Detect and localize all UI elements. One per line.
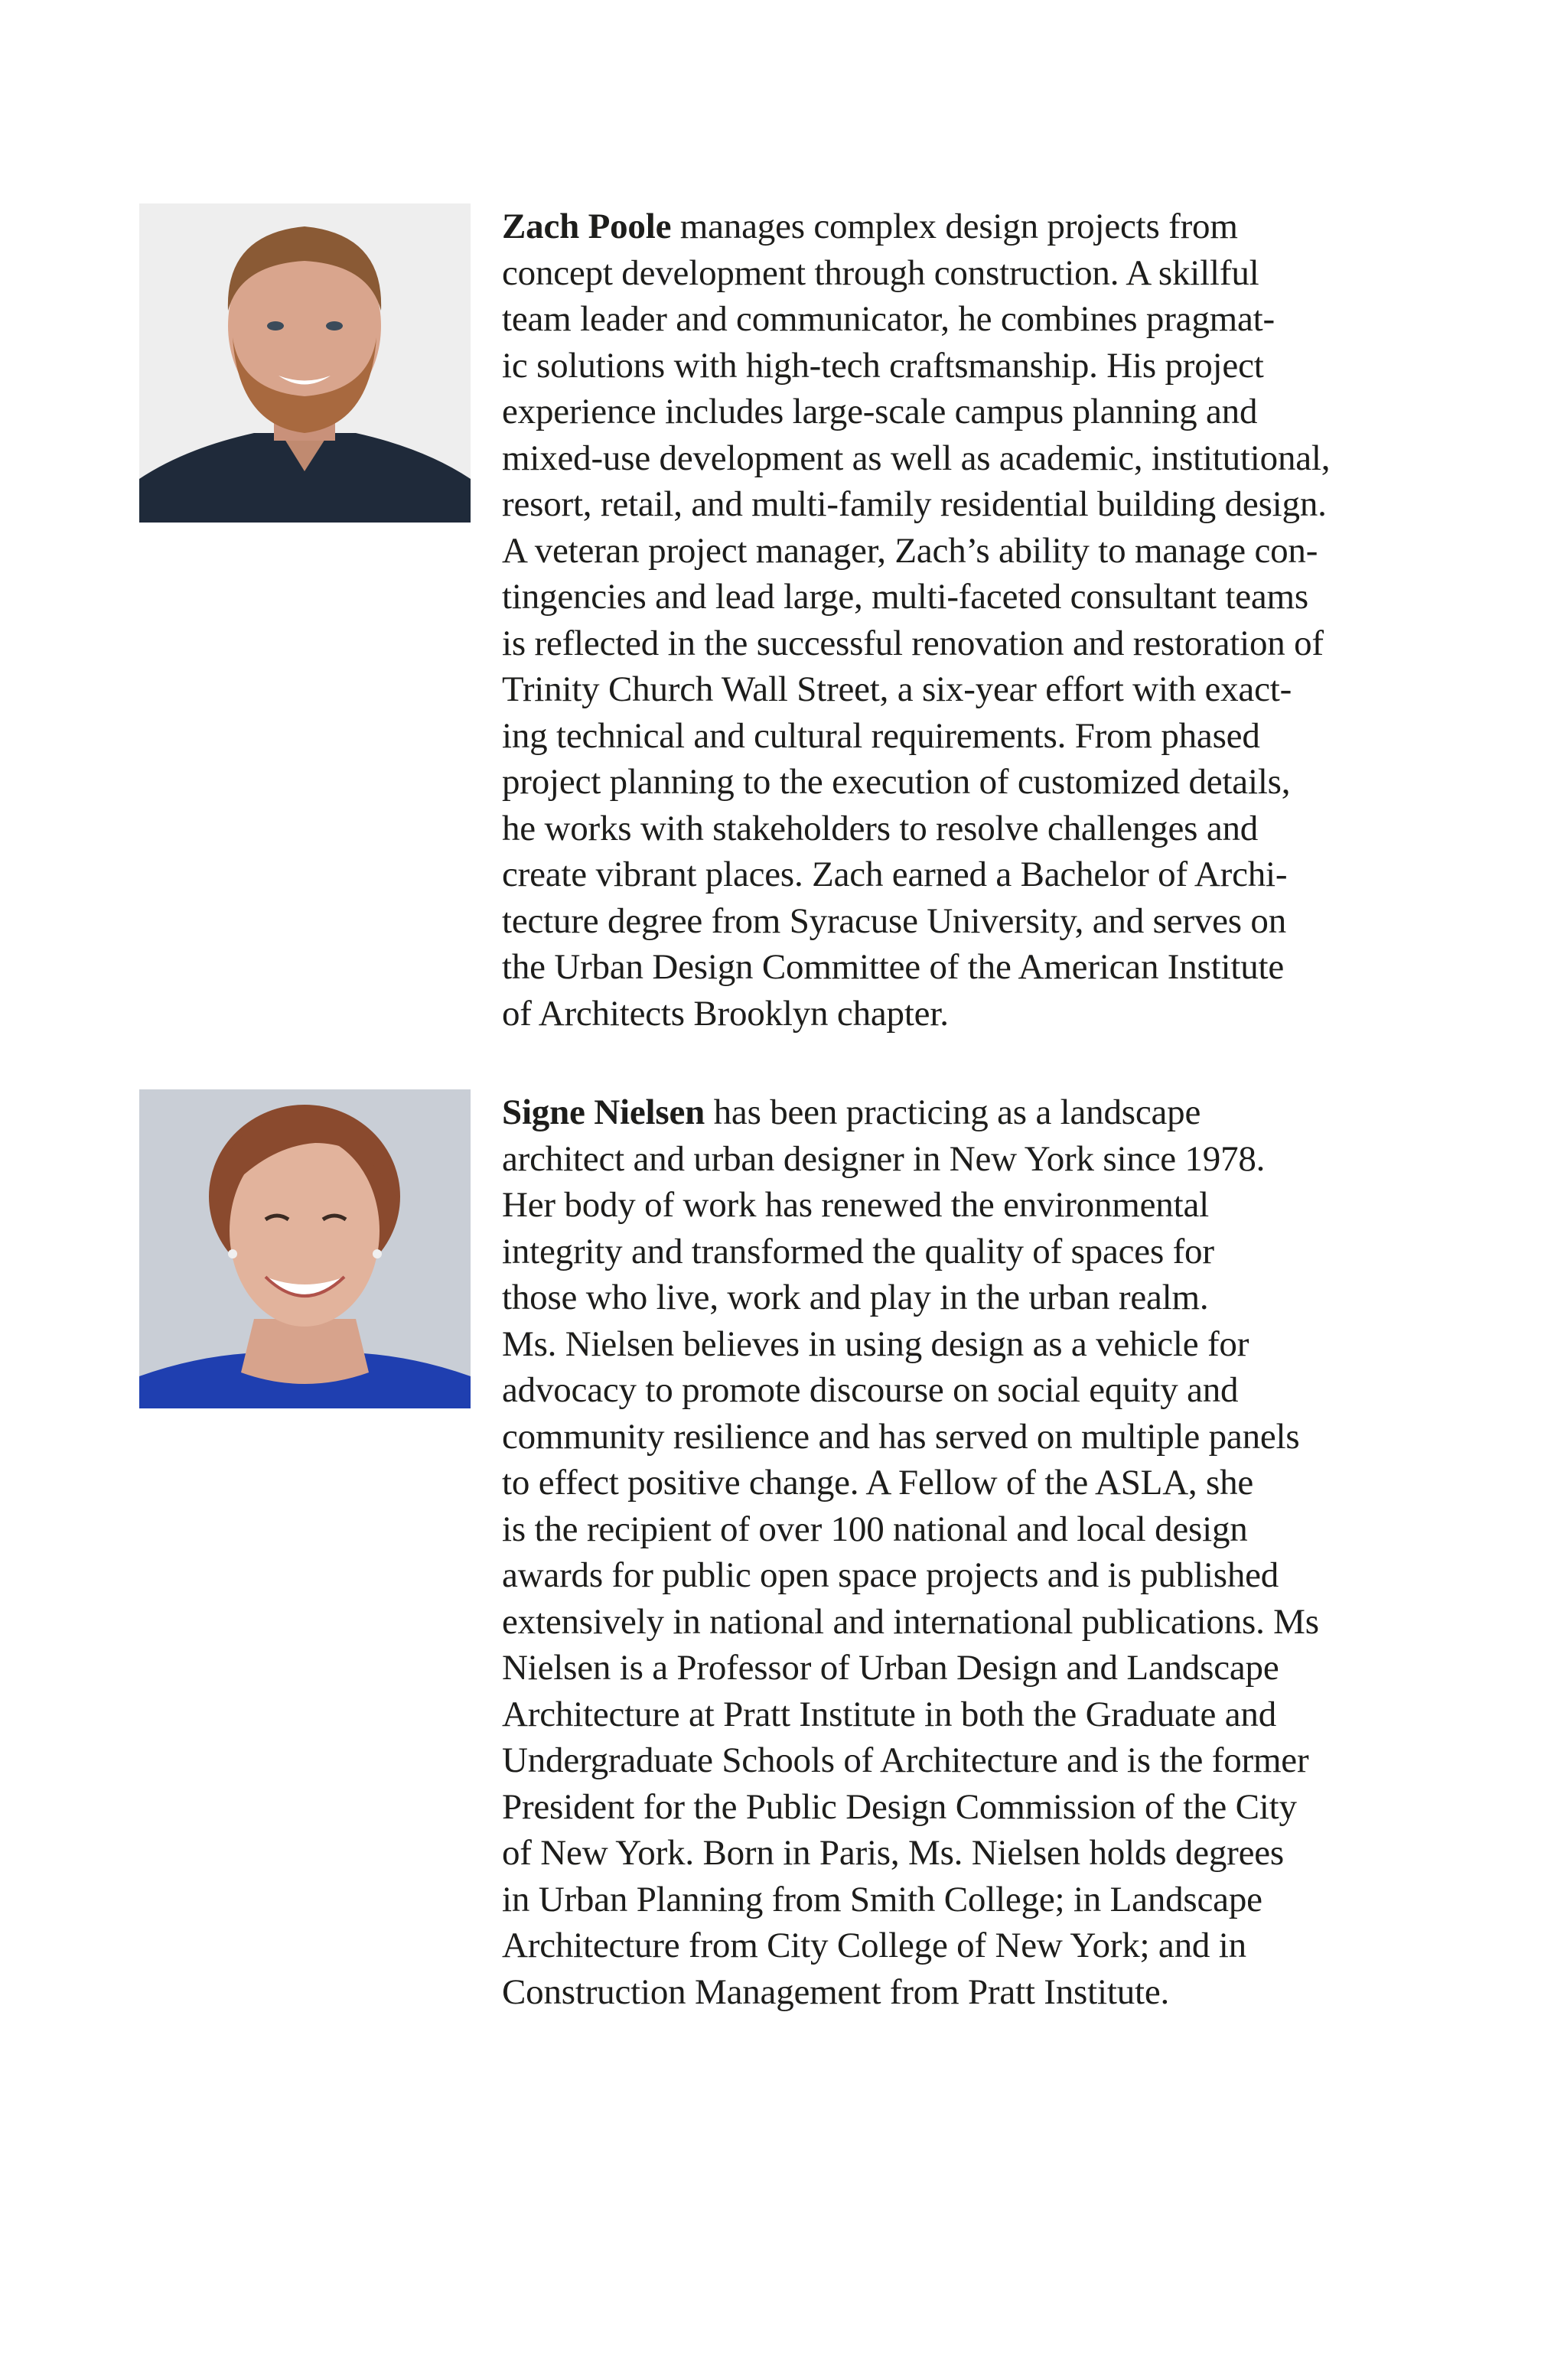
bio-line: create vibrant places. Zach earned a Bachelor of Archi- bbox=[502, 855, 1288, 894]
zach-poole-portrait bbox=[139, 203, 471, 523]
bio-line: resort, retail, and multi-family residential building design. bbox=[502, 484, 1327, 524]
bio-line: Nielsen is a Professor of Urban Design and Landscape bbox=[502, 1648, 1279, 1688]
bio-line: to effect positive change. A Fellow of the ASLA, she bbox=[502, 1463, 1254, 1503]
bio-line: ic solutions with high-tech craftsmanship. His project bbox=[502, 345, 1264, 386]
zach-poole-bio-text bbox=[502, 203, 1409, 1037]
bio-line: is the recipient of over 100 national and local design bbox=[502, 1509, 1248, 1549]
bio-line: of New York. Born in Paris, Ms. Nielsen holds degrees bbox=[502, 1833, 1285, 1873]
bio-line: ing technical and cultural requirements. From phased bbox=[502, 715, 1260, 756]
bio-first-line: Signe Nielsen has been practicing as a landscape bbox=[502, 1092, 1201, 1132]
bio-line: in Urban Planning from Smith College; in Landscape bbox=[502, 1879, 1262, 1919]
bio-first-line: Zach Poole manages complex design projects from bbox=[502, 207, 1238, 246]
bio-line: awards for public open space projects and is published bbox=[502, 1555, 1279, 1595]
bio-line: Trinity Church Wall Street, a six-year effort with exact- bbox=[502, 669, 1292, 709]
bio-line: experience includes large-scale campus planning and bbox=[502, 392, 1258, 431]
bio-line: advocacy to promote discourse on social equity and bbox=[502, 1370, 1239, 1410]
signe-nielsen-portrait bbox=[139, 1089, 471, 1408]
bio-line: Construction Management from Pratt Institute. bbox=[502, 1971, 1170, 2012]
bio-line: tingencies and lead large, multi-faceted consultant teams bbox=[502, 577, 1308, 617]
bio-line: concept development through construction. A skillful bbox=[502, 252, 1259, 293]
bio-line: is reflected in the successful renovation and restoration of bbox=[502, 623, 1324, 663]
bio-name: Signe Nielsen bbox=[502, 1092, 705, 1132]
bio-line: extensively in national and international publications. Ms bbox=[502, 1601, 1319, 1642]
bio-line: project planning to the execution of customized details, bbox=[502, 762, 1291, 802]
bio-line: Undergraduate Schools of Architecture and is the former bbox=[502, 1740, 1309, 1780]
bio-line: A veteran project manager, Zach’s ability to manage con- bbox=[502, 530, 1318, 571]
man-portrait-icon bbox=[139, 203, 471, 523]
bio-line: Architecture from City College of New York; and in bbox=[502, 1926, 1246, 1965]
bio-line: he works with stakeholders to resolve challenges and bbox=[502, 808, 1259, 848]
woman-portrait-icon bbox=[139, 1089, 471, 1408]
bio-name: Zach Poole bbox=[502, 207, 672, 246]
signe-nielsen-bio-text bbox=[502, 1089, 1409, 2015]
bio-line: of Architects Brooklyn chapter. bbox=[502, 993, 949, 1034]
bio-line: the Urban Design Committee of the American Institute bbox=[502, 947, 1285, 987]
bio-line: mixed-use development as well as academic, institutional, bbox=[502, 438, 1331, 478]
bio-line: architect and urban designer in New York since 1978. bbox=[502, 1138, 1266, 1179]
bio-line: those who live, work and play in the urban realm. bbox=[502, 1278, 1209, 1317]
bio-line: Her body of work has renewed the environmental bbox=[502, 1185, 1209, 1225]
bio-line: tecture degree from Syracuse University, and serves on bbox=[502, 900, 1286, 941]
bio-line: integrity and transformed the quality of spaces for bbox=[502, 1231, 1214, 1271]
bio-line: community resilience and has served on multiple panels bbox=[502, 1416, 1300, 1457]
bio-line: team leader and communicator, he combines pragmat- bbox=[502, 299, 1275, 339]
bio-line: President for the Public Design Commission of the City bbox=[502, 1786, 1297, 1827]
bio-line: Ms. Nielsen believes in using design as a vehicle for bbox=[502, 1323, 1249, 1364]
bio-line: Architecture at Pratt Institute in both the Graduate and bbox=[502, 1694, 1277, 1734]
